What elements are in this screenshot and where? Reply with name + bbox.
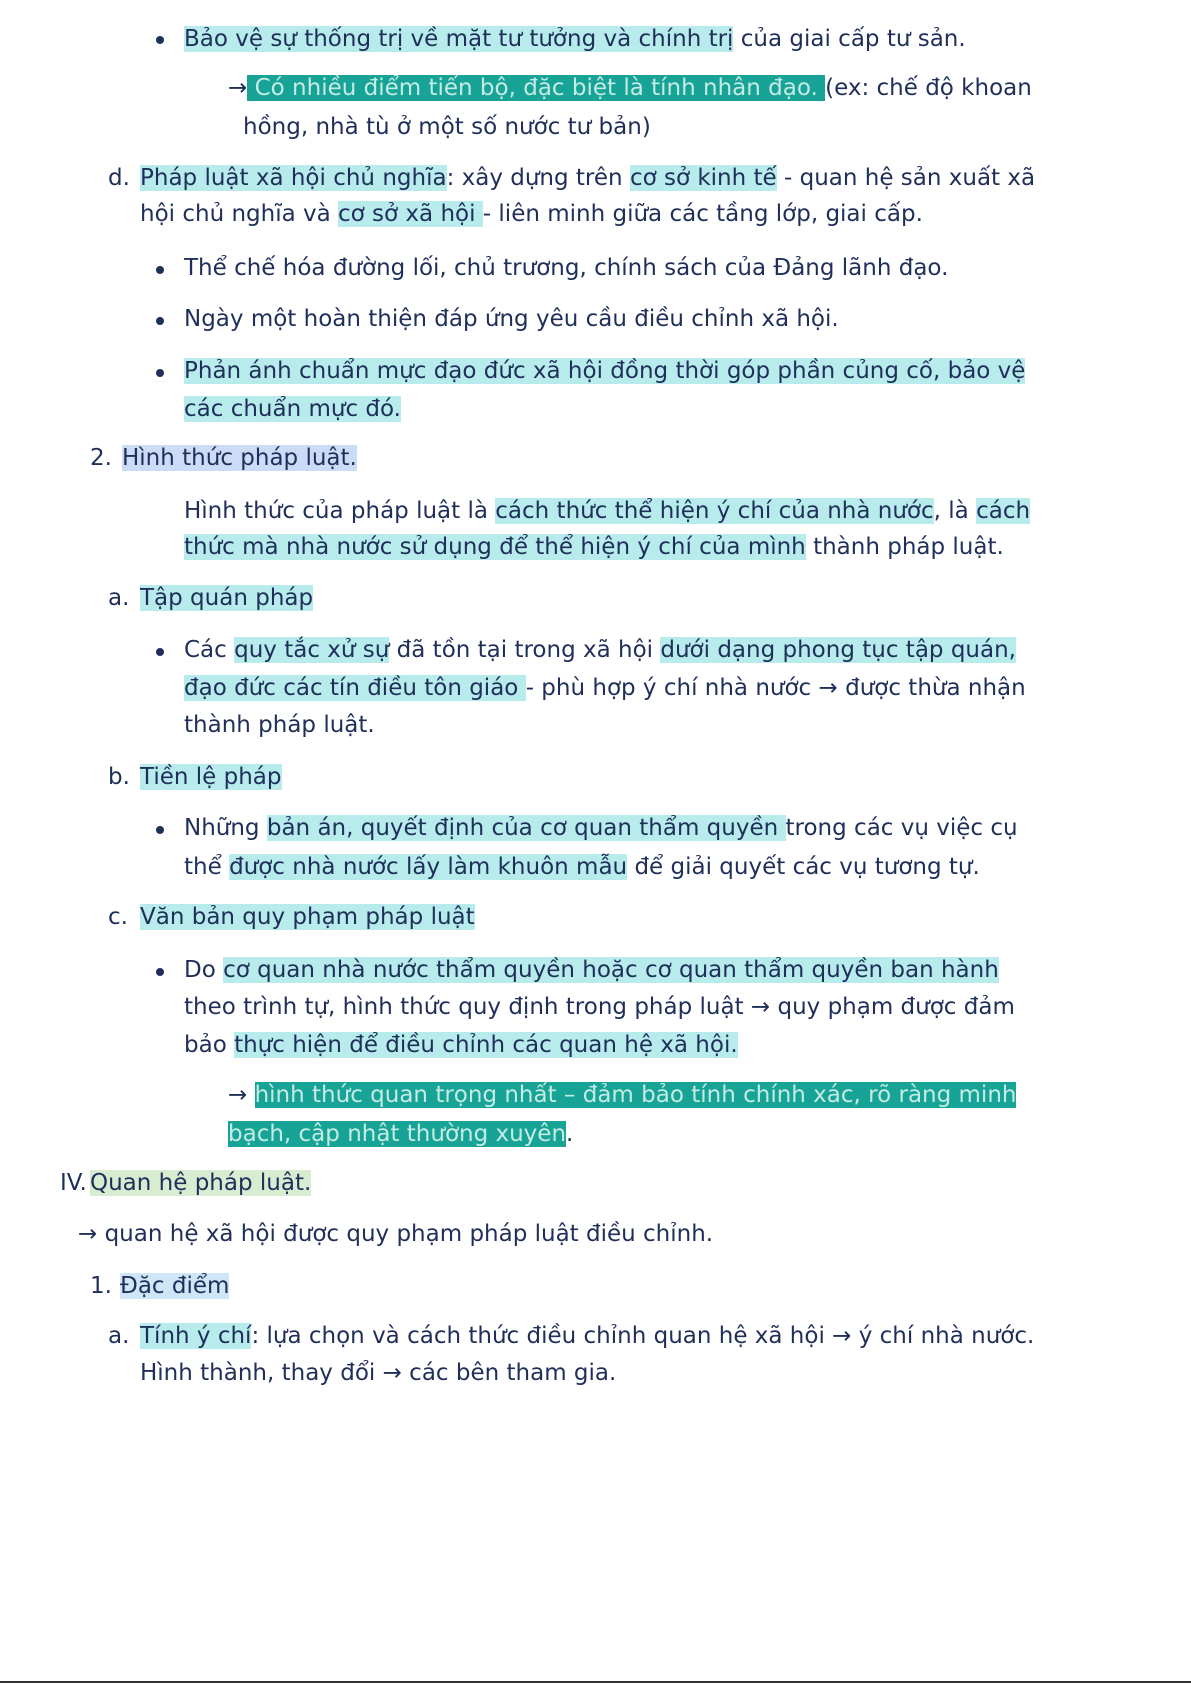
- arrow-note: [228, 1078, 1016, 1112]
- list-label-d: d.: [108, 165, 130, 191]
- text: : xây dựng trên: [446, 165, 630, 191]
- bullet-text: [184, 953, 999, 987]
- bullet-text: theo trình tự, hình thức quy định trong pháp luật → quy phạm được đảm: [184, 994, 1015, 1020]
- text: thể: [184, 854, 230, 880]
- bullet-text: [184, 811, 1018, 845]
- highlight-green: Quan hệ pháp luật.: [90, 1170, 312, 1196]
- text-line: [140, 161, 1035, 195]
- text-line: [184, 494, 1030, 528]
- arrow-note: [228, 1117, 573, 1151]
- bullet-text: [184, 671, 1026, 705]
- text: Những: [184, 815, 267, 841]
- highlight: quy tắc xử sự: [234, 637, 390, 663]
- highlight: Tiền lệ pháp: [140, 764, 282, 790]
- section-title: [90, 1166, 311, 1200]
- highlight-sky: Đặc điểm: [120, 1273, 230, 1299]
- highlight: Tập quán pháp: [140, 585, 314, 611]
- highlight: Phản ánh chuẩn mực đạo đức xã hội đồng thời góp phần củng cố, bảo vệ: [184, 358, 1026, 384]
- highlight: Tính ý chí: [140, 1323, 252, 1349]
- text: Do: [184, 957, 224, 983]
- highlight: bản án, quyết định của cơ quan thẩm quyền: [266, 815, 786, 841]
- text: của giai cấp tư sản.: [733, 26, 966, 52]
- text: để giải quyết các vụ tương tự.: [627, 854, 980, 880]
- section-number: 2.: [90, 445, 112, 471]
- highlight: cơ sở kinh tế: [629, 165, 777, 191]
- text: - liên minh giữa các tầng lớp, giai cấp.: [482, 201, 923, 227]
- subsection-title: [140, 900, 475, 934]
- arrow-note: [228, 71, 1032, 105]
- highlight: dưới dạng phong tục tập quán,: [660, 637, 1016, 663]
- section-title: [120, 1269, 229, 1303]
- bullet-dot: [156, 317, 164, 325]
- bullet-dot: [156, 266, 164, 274]
- text: đã tồn tại trong xã hội: [389, 637, 661, 663]
- section-number: IV.: [60, 1170, 87, 1196]
- highlight-teal: bạch, cập nhật thường xuyên: [228, 1121, 567, 1147]
- bullet-text: Thể chế hóa đường lối, chủ trương, chính sách của Đảng lãnh đạo.: [184, 255, 949, 281]
- text: , là: [933, 498, 977, 524]
- bullet-text: [184, 633, 1016, 667]
- highlight: Bảo vệ sự thống trị về mặt tư tưởng và chính trị: [184, 26, 734, 52]
- text: Các: [184, 637, 235, 663]
- highlight-teal: hình thức quan trọng nhất – đảm bảo tính chính xác, rõ ràng minh: [254, 1082, 1017, 1108]
- highlight: Pháp luật xã hội chủ nghĩa: [140, 165, 447, 191]
- bullet-dot: [156, 826, 164, 834]
- text: (ex: chế độ khoan: [825, 75, 1032, 101]
- text: : lựa chọn và cách thức điều chỉnh quan hệ xã hội → ý chí nhà nước.: [251, 1323, 1035, 1349]
- text-line: hồng, nhà tù ở một số nước tư bản): [243, 114, 651, 140]
- list-label-a: a.: [108, 1323, 130, 1349]
- highlight: cách thức thể hiện ý chí của nhà nước: [495, 498, 934, 524]
- list-label-a: a.: [108, 585, 130, 611]
- text: Hình thức của pháp luật là: [184, 498, 496, 524]
- list-label-b: b.: [108, 764, 130, 790]
- bullet-text: thành pháp luật.: [184, 712, 375, 738]
- highlight: Văn bản quy phạm pháp luật: [140, 904, 475, 930]
- highlight: được nhà nước lấy làm khuôn mẫu: [229, 854, 628, 880]
- text: hội chủ nghĩa và: [140, 201, 339, 227]
- subsection-title: [140, 760, 282, 794]
- bullet-text: [184, 850, 980, 884]
- highlight-blue: Hình thức pháp luật.: [122, 445, 357, 471]
- text: trong các vụ việc cụ: [785, 815, 1018, 841]
- arrow-icon: →: [228, 1082, 255, 1108]
- list-label-c: c.: [108, 904, 128, 930]
- text-line: [140, 1319, 1034, 1353]
- highlight: cơ quan nhà nước thẩm quyền hoặc cơ quan thẩm quyền ban hành: [223, 957, 999, 983]
- page-bottom-rule: [0, 1681, 1191, 1683]
- text: - quan hệ sản xuất xã: [776, 165, 1036, 191]
- highlight: các chuẩn mực đó.: [184, 396, 401, 422]
- bullet-dot: [156, 36, 164, 44]
- bullet-dot: [156, 648, 164, 656]
- definition-line: → quan hệ xã hội được quy phạm pháp luật điều chỉnh.: [78, 1221, 714, 1247]
- bullet-dot: [156, 369, 164, 377]
- text: - phù hợp ý chí nhà nước → được thừa nhận: [525, 675, 1026, 701]
- bullet-text: [184, 392, 401, 426]
- bullet-text: [184, 1028, 738, 1062]
- bullet-text: [184, 354, 1025, 388]
- text-line: Hình thành, thay đổi → các bên tham gia.: [140, 1360, 617, 1386]
- highlight: thức mà nhà nước sử dụng để thể hiện ý chí của mình: [184, 534, 806, 560]
- highlight: cơ sở xã hội: [338, 201, 483, 227]
- bullet-dot: [156, 968, 164, 976]
- bullet-text: Ngày một hoàn thiện đáp ứng yêu cầu điều chỉnh xã hội.: [184, 306, 839, 332]
- section-title: [122, 441, 357, 475]
- text-line: [140, 197, 923, 231]
- highlight: cách: [976, 498, 1031, 524]
- section-number: 1.: [90, 1273, 112, 1299]
- text: bảo: [184, 1032, 235, 1058]
- highlight: đạo đức các tín điều tôn giáo: [184, 675, 526, 701]
- text: thành pháp luật.: [805, 534, 1004, 560]
- subsection-title: [140, 581, 313, 615]
- text-line: [184, 530, 1004, 564]
- highlight-teal: Có nhiều điểm tiến bộ, đặc biệt là tính nhân đạo.: [247, 75, 826, 101]
- text: .: [566, 1121, 574, 1147]
- arrow-icon: →: [228, 75, 248, 101]
- text-line: [184, 22, 966, 56]
- highlight: thực hiện để điều chỉnh các quan hệ xã hội.: [234, 1032, 738, 1058]
